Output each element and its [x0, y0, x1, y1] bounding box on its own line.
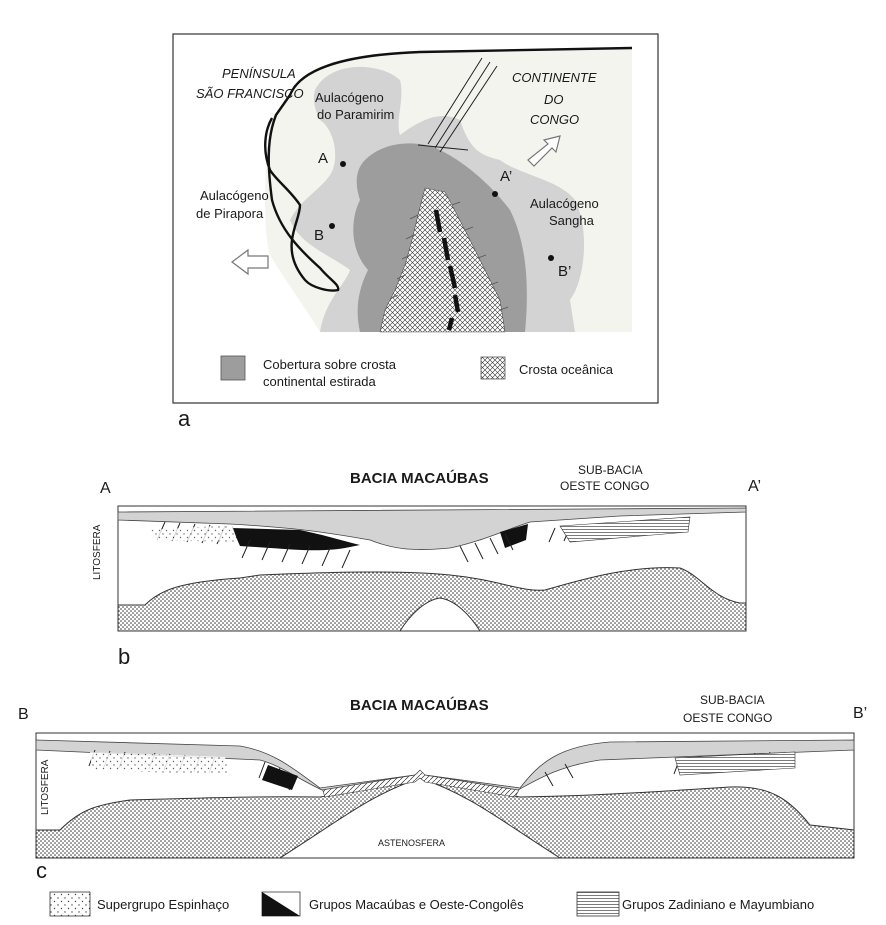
legend-swatch-cobertura — [221, 356, 245, 380]
label-paramirim-2: do Paramirim — [317, 107, 395, 122]
label-peninsula-1: PENÍNSULA — [222, 66, 296, 81]
section-c-litosfera: LITOSFERA — [40, 759, 51, 815]
point-b2-marker — [548, 255, 554, 261]
label-sangha-1: Aulacógeno — [530, 196, 599, 211]
section-b-right-end: A’ — [748, 478, 762, 495]
panel-letter-a: a — [178, 406, 191, 431]
legend-zadiniano: Grupos Zadiniano e Mayumbiano — [622, 897, 815, 912]
section-c-astenosfera: ASTENOSFERA — [378, 838, 446, 848]
label-continente-1: CONTINENTE — [512, 70, 597, 85]
section-b-subbasin-2: OESTE CONGO — [560, 479, 650, 493]
section-c-title: BACIA MACAÚBAS — [350, 697, 489, 714]
label-point-a2: A’ — [500, 168, 513, 185]
label-pirapora-2: de Pirapora — [196, 206, 264, 221]
label-point-b: B — [314, 227, 325, 244]
section-b — [118, 506, 746, 631]
point-a-marker — [340, 161, 346, 167]
point-b-marker — [329, 223, 335, 229]
label-paramirim-1: Aulacógeno — [315, 90, 384, 105]
label-pirapora-1: Aulacógeno — [200, 188, 269, 203]
legend-cobertura-2: continental estirada — [263, 374, 376, 389]
legend-oceanica: Crosta oceânica — [519, 362, 613, 377]
label-peninsula-2: SÃO FRANCISCO — [196, 86, 304, 101]
legend-swatch-oceanica — [481, 357, 505, 379]
panel-letter-c: c — [36, 858, 47, 883]
section-b-left-end: A — [100, 480, 111, 497]
label-continente-3: CONGO — [530, 112, 580, 127]
section-c-left-end: B — [18, 706, 29, 723]
section-b-litosfera: LITOSFERA — [92, 524, 103, 580]
legend-cobertura-1: Cobertura sobre crosta — [263, 357, 396, 372]
legend-macaubas: Grupos Macaúbas e Oeste-Congolês — [309, 897, 524, 912]
panel-letter-b: b — [118, 644, 131, 669]
section-c-subbasin-1: SUB-BACIA — [700, 693, 765, 707]
point-a2-marker — [492, 191, 498, 197]
legend-swatch-zadiniano — [577, 892, 619, 916]
section-c-subbasin-2: OESTE CONGO — [683, 711, 773, 725]
section-b-subbasin-1: SUB-BACIA — [578, 463, 643, 477]
label-sangha-2: Sangha — [549, 213, 594, 228]
label-continente-2: DO — [544, 92, 564, 107]
legend-espinhaco: Supergrupo Espinhaço — [97, 897, 230, 912]
legend-swatch-espinhaco — [50, 892, 90, 916]
label-point-a: A — [318, 150, 329, 167]
section-b-title: BACIA MACAÚBAS — [350, 470, 489, 487]
section-c-right-end: B’ — [853, 705, 868, 722]
label-point-b2: B’ — [558, 263, 572, 280]
